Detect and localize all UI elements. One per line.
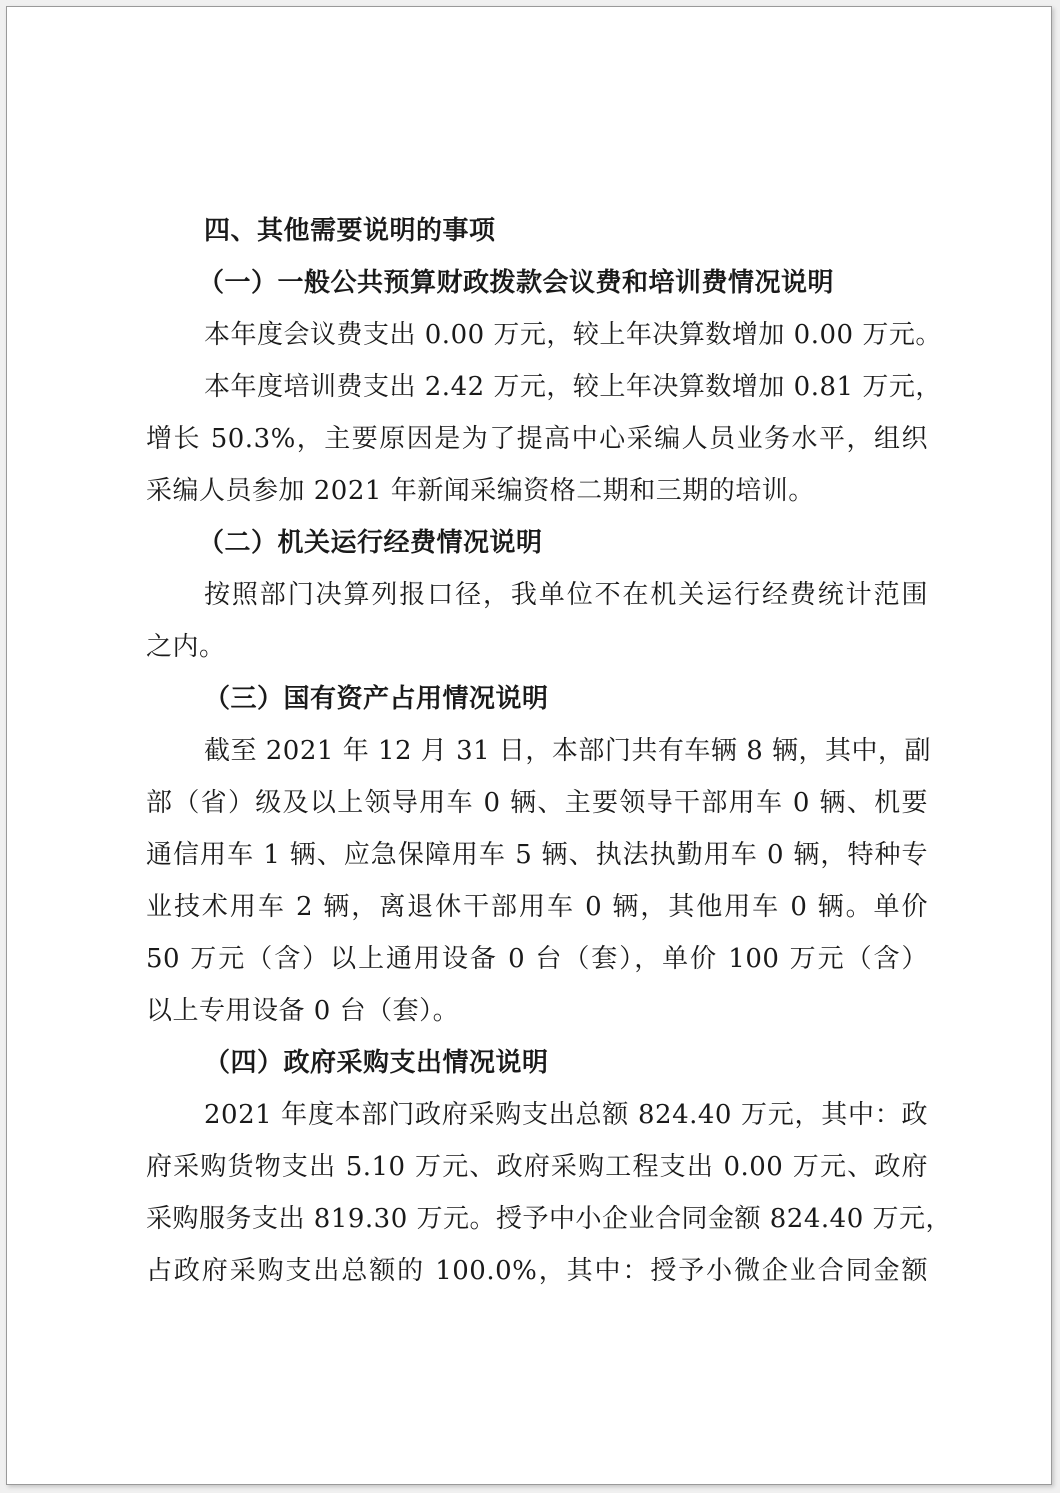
section-title-government-procurement: （四）政府采购支出情况说明 [204, 1048, 549, 1078]
paragraph-line: 之内。 [146, 632, 226, 662]
section-title-operating-costs: （二）机关运行经费情况说明 [198, 528, 543, 558]
document-page [6, 6, 1052, 1485]
paragraph-line: 占政府采购支出总额的 100.0%，其中：授予小微企业合同金额 [146, 1256, 928, 1286]
paragraph-line: 采编人员参加 2021 年新闻采编资格二期和三期的培训。 [146, 476, 815, 506]
paragraph-line: 以上专用设备 0 台（套）。 [146, 996, 460, 1026]
heading-other-matters: 四、其他需要说明的事项 [204, 216, 496, 246]
paragraph-line: 采购服务支出 819.30 万元。授予中小企业合同金额 824.40 万元， [146, 1204, 953, 1234]
paragraph-line: 2021 年度本部门政府采购支出总额 824.40 万元，其中：政 [204, 1100, 928, 1130]
paragraph-line: 50 万元（含）以上通用设备 0 台（套），单价 100 万元（含） [146, 944, 928, 974]
paragraph-line: 按照部门决算列报口径，我单位不在机关运行经费统计范围 [204, 580, 928, 610]
paragraph-line: 通信用车 1 辆、应急保障用车 5 辆、执法执勤用车 0 辆，特种专 [146, 840, 928, 870]
paragraph-line: 增长 50.3%，主要原因是为了提高中心采编人员业务水平，组织 [146, 424, 928, 454]
paragraph-line: 府采购货物支出 5.10 万元、政府采购工程支出 0.00 万元、政府 [146, 1152, 928, 1182]
paragraph-line: 截至 2021 年 12 月 31 日，本部门共有车辆 8 辆，其中，副 [204, 736, 931, 766]
section-title-meeting-training: （一）一般公共预算财政拨款会议费和培训费情况说明 [198, 268, 835, 298]
paragraph-line: 本年度培训费支出 2.42 万元，较上年决算数增加 0.81 万元， [204, 372, 942, 402]
paragraph-line: 业技术用车 2 辆，离退休干部用车 0 辆，其他用车 0 辆。单价 [146, 892, 928, 922]
paragraph-line: 本年度会议费支出 0.00 万元，较上年决算数增加 0.00 万元。 [204, 320, 942, 350]
section-title-state-assets: （三）国有资产占用情况说明 [204, 684, 549, 714]
paragraph-line: 部（省）级及以上领导用车 0 辆、主要领导干部用车 0 辆、机要 [146, 788, 928, 818]
document-body [146, 205, 953, 1297]
